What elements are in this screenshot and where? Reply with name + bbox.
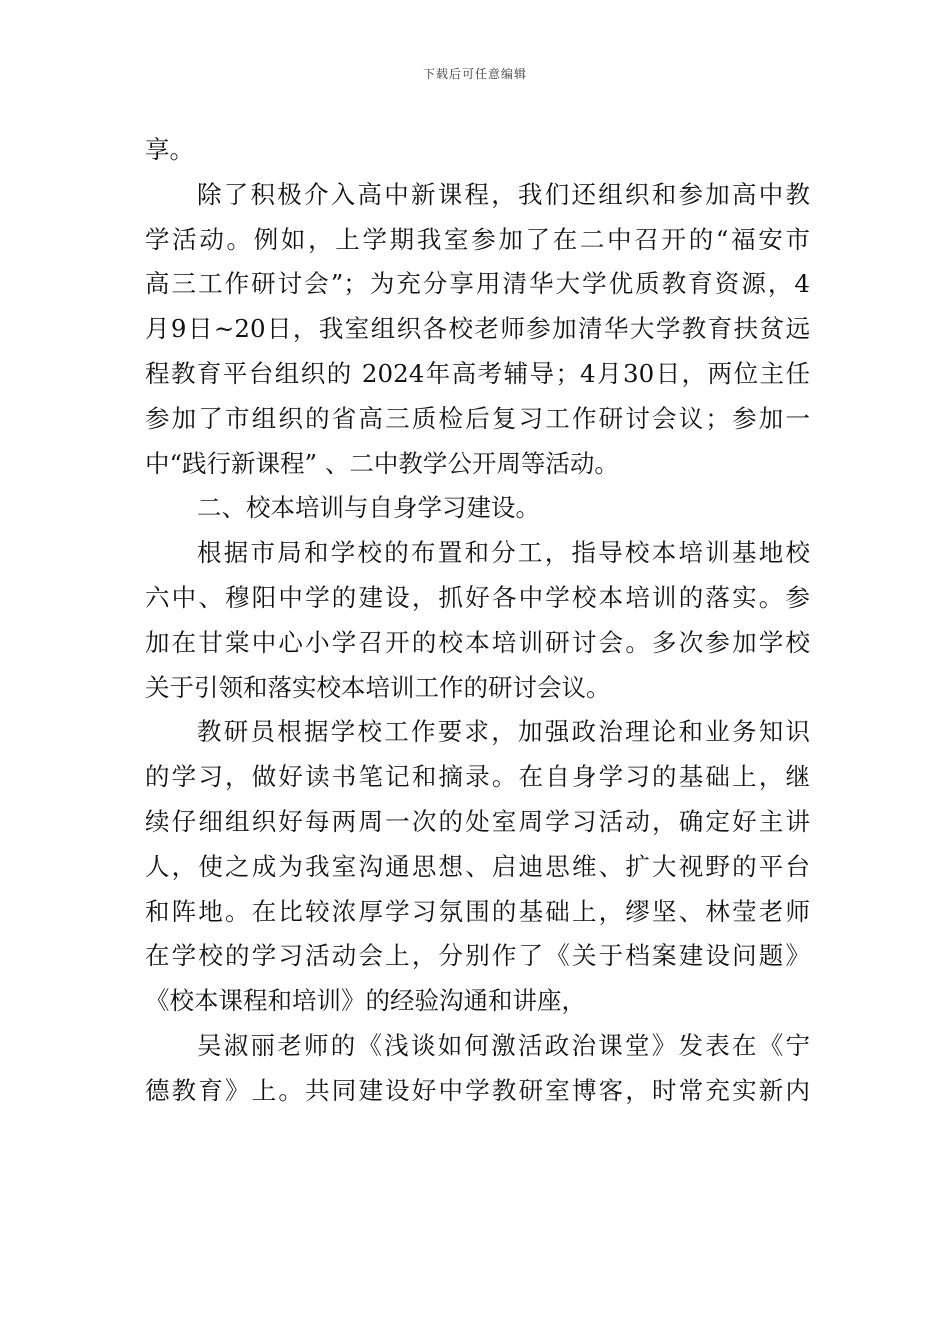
section-heading: 二、校本培训与自身学习建设。 [197, 493, 540, 523]
text-line: 的学习，做好读书笔记和摘录。在自身学习的基础上，继 [145, 762, 810, 792]
text-line: 关于引领和落实校本培训工作的研讨会议。 [145, 672, 611, 702]
text-line: 续仔细组织好每两周一次的处室周学习活动，确定好主讲 [145, 806, 810, 836]
text-line: 中“践行新课程” 、二中教学公开周等活动。 [145, 448, 619, 478]
text-line: 除了积极介入高中新课程，我们还组织和参加高中教 [197, 179, 810, 209]
text-line: 程教育平台组织的 2024年高考辅导；4月30日，两位主任 [145, 358, 810, 388]
document-body [145, 128, 810, 1114]
text-line: 吴淑丽老师的《浅谈如何激活政治课堂》发表在《宁 [197, 1030, 810, 1060]
text-line: 加在甘棠中心小学召开的校本培训研讨会。多次参加学校 [145, 627, 810, 657]
text-line: 根据市局和学校的布置和分工，指导校本培训基地校 [197, 538, 810, 568]
text-line: 人，使之成为我室沟通思想、启迪思维、扩大视野的平台 [145, 851, 810, 881]
text-line: 月9日~20日，我室组织各校老师参加清华大学教育扶贫远 [145, 314, 810, 344]
text-line: 参加了市组织的省高三质检后复习工作研讨会议；参加一 [145, 403, 810, 433]
text-line: 教研员根据学校工作要求，加强政治理论和业务知识 [197, 717, 810, 747]
text-line: 学活动。例如，上学期我室参加了在二中召开的“福安市 [145, 224, 810, 254]
text-line: 高三工作研讨会”；为充分享用清华大学优质教育资源，4 [145, 269, 810, 299]
page-header-note: 下载后可任意编辑 [422, 67, 527, 81]
text-line: 《校本课程和培训》的经验沟通和讲座， [145, 986, 586, 1016]
text-line: 和阵地。在比较浓厚学习氛围的基础上，缪坚、林莹老师 [145, 896, 810, 926]
text-line: 德教育》上。共同建设好中学教研室博客，时常充实新内 [145, 1075, 810, 1105]
text-line: 在学校的学习活动会上，分别作了《关于档案建设问题》 [145, 941, 810, 971]
text-line: 六中、穆阳中学的建设，抓好各中学校本培训的落实。参 [145, 582, 810, 612]
text-line: 享。 [145, 135, 194, 164]
